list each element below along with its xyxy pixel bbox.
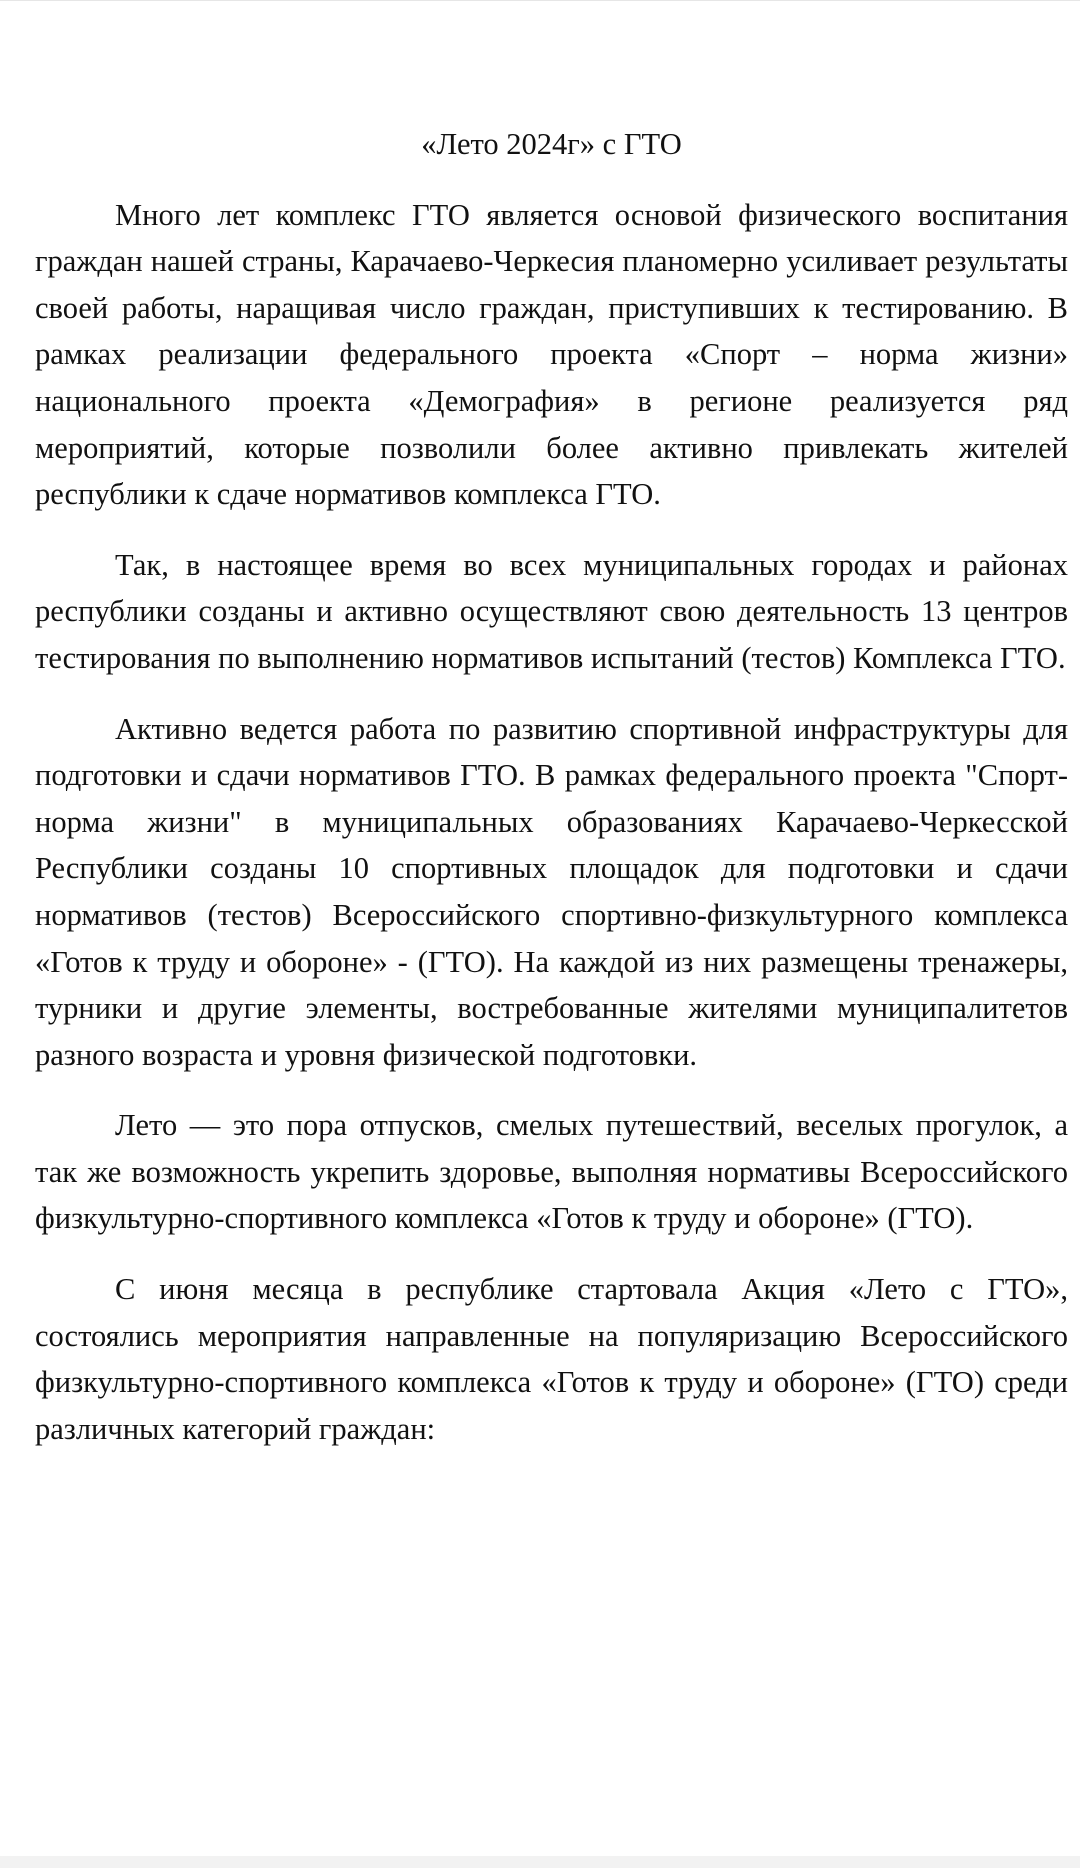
paragraph-summer: Лето — это пора отпусков, смелых путешествий, веселых прогулок, а так же возможность укрепить здоровье, выполняя нормативы Всероссийского физкультурно-спортивного комплекса «Готов к труду и обороне» (ГТО).: [35, 1108, 1068, 1236]
paragraph-gto-basis: Много лет комплекс ГТО является основой физического воспитания граждан нашей страны, Карачаево-Черкесия планомерно усиливает результаты своей работы, наращивая число граждан, приступивших к тестированию. В рамках реализации федерального проекта «Спорт – норма жизни» национального проекта «Демография» в регионе реализуется ряд мероприятий, которые позволили более активно привлекать жителей республики к сдаче нормативов комплекса ГТО.: [35, 197, 1068, 512]
document-title: «Лето 2024г» с ГТО: [421, 127, 682, 161]
paragraph-sports-infrastructure: Активно ведется работа по развитию спортивной инфраструктуры для подготовки и сдачи нормативов ГТО. В рамках федерального проекта "Спорт-норма жизни" в муниципальных образованиях Карачаево-Черкесской Республики созданы 10 спортивных площадок для подготовки и сдачи нормативов (тестов) Всероссийского спортивно-физкультурного комплекса «Готов к труду и обороне» - (ГТО). На каждой из них размещены тренажеры, турники и другие элементы, востребованные жителями муниципалитетов разного возраста и уровня физической подготовки.: [35, 711, 1068, 1072]
document-body: [35, 121, 1068, 1476]
paragraph-summer-campaign: С июня месяца в республике стартовала Акция «Лето с ГТО», состоялись мероприятия направленные на популяризацию Всероссийского физкультурно-спортивного комплекса «Готов к труду и обороне» (ГТО) среди различных категорий граждан:: [35, 1272, 1068, 1446]
paragraph-testing-centers: Так, в настоящее время во всех муниципальных городах и районах республики созданы и активно осуществляют свою деятельность 13 центров тестирования по выполнению нормативов испытаний (тестов) Комплекса ГТО.: [35, 547, 1068, 675]
bottom-strip: [0, 1856, 1080, 1868]
